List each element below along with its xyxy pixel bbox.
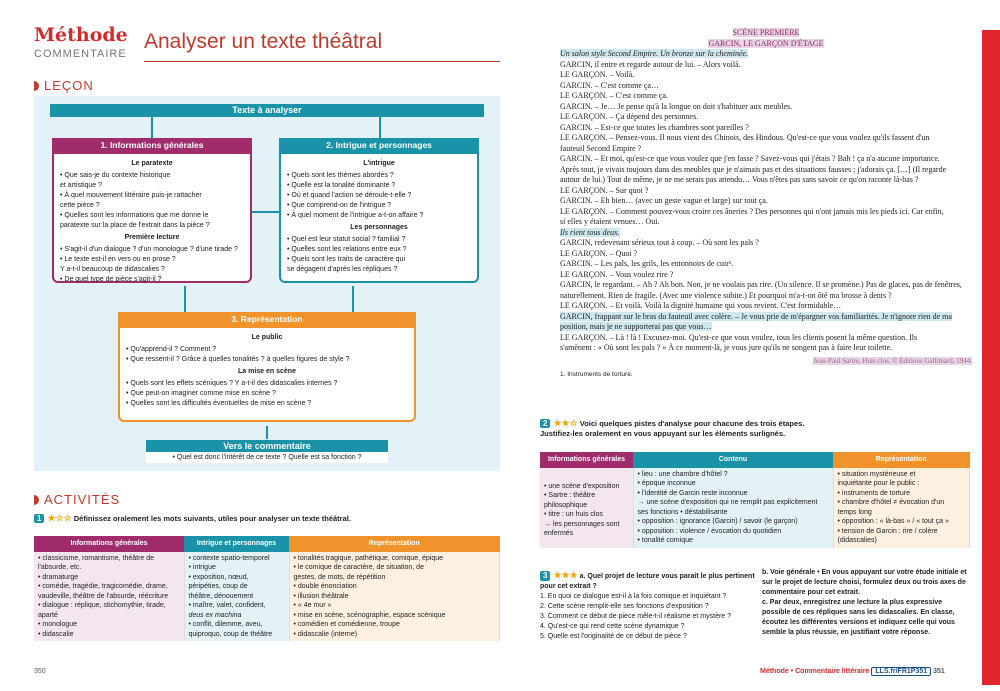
q1-text: Définissez oralement les mots suivants, utiles pour analyser un texte théâtral.	[73, 514, 351, 523]
list-item: • comédien et comédienne, troupe	[293, 621, 400, 628]
list-item: • opposition : ignorance (Garcin) / savoir (le garçon)	[637, 518, 798, 525]
list-item: • tension de Garcin : rire / colère	[837, 527, 938, 535]
list-item: • Quels sont les traits de caractère qui	[287, 256, 406, 263]
table-row	[540, 468, 970, 548]
play-line	[560, 186, 972, 197]
list-item: gestes, de mots, de répétition	[293, 573, 386, 581]
play-line-text: s'amènent : « Où sont les pals ? » À ce moment-là, je vous jure qu'ils ne songent pas à faire leur toilette.	[560, 343, 893, 352]
play-line	[560, 165, 972, 176]
col-contenu	[633, 468, 833, 548]
box1-sub2: Première lecture	[124, 234, 180, 241]
q3-c: c. Par deux, enregistrez une lecture la plus expressive possible de ces répliques sans les didascalies. En classe, écoutez les différentes versions et indiquez celle qui vous semble la plus réussie, en justifiant votre réponse.	[762, 599, 955, 636]
list-item: • double énonciation	[293, 583, 357, 590]
play-source	[560, 356, 972, 367]
box3-sub1: Le public	[251, 334, 283, 341]
play-line	[560, 175, 972, 186]
list-item: • monologue	[38, 621, 78, 628]
list-item: • tonalités tragique, pathétique, comique, épique	[293, 554, 444, 562]
play-line	[560, 144, 972, 155]
play-line	[560, 249, 972, 260]
list-item: • comédie, tragédie, tragicomédie, drame,	[38, 583, 168, 590]
footer-link[interactable]: LLS.fr/FR1P351	[871, 667, 931, 676]
page-number-left: 350	[34, 668, 46, 675]
list-item: • opposition : violence / évocation du quotidien	[637, 527, 782, 535]
list-item: 3. Comment ce début de pièce mêle-t-il réalisme et mystère ?	[540, 613, 732, 620]
play-line	[560, 49, 972, 60]
list-item: théâtre, dénouement	[188, 592, 254, 600]
play-line	[560, 343, 972, 354]
list-item: • lieu : une chambre d'hôtel ?	[637, 470, 728, 478]
list-item: paratexte sur la place de l'extrait dans la pièce ?	[60, 222, 210, 229]
box1-sub1: Le paratexte	[131, 160, 173, 167]
play-line-text: GARCIN. – Est-ce que toutes les chambres sont pareilles ?	[560, 122, 749, 132]
list-item: • À quel moment de l'intrigue a-t-on affaire ?	[287, 212, 424, 219]
table-row	[34, 552, 500, 642]
list-item: • Que comprend-on de l'intrigue ?	[287, 202, 392, 209]
play-line-text: LE GARÇON. – Pensez-vous. Il nous vient des Chinois, des Hindous. Qu'est-ce que vous voulez qu'ils fassent d'un	[560, 133, 930, 142]
play-line-text: GARCIN, il entre et regarde autour de lui. – Alors voilà.	[560, 59, 741, 69]
star-icon: ★☆☆	[47, 513, 72, 523]
list-item: → une scène d'exposition qui ne remplit pas explicitement	[637, 499, 818, 506]
top-bar: Texte à analyser	[50, 104, 484, 117]
list-item: temps long	[837, 508, 872, 516]
list-item: • Sartre : théâtre	[544, 492, 596, 499]
list-item: 5. Quelle est l'originalité de ce début de pièce ?	[540, 633, 687, 640]
play-line-text: GARCIN. – Eh bien… (avec un geste vague et large) sur tout ça.	[560, 196, 768, 205]
list-item: • Qu'apprend-il ? Comment ?	[126, 346, 217, 353]
list-item: • dialogue : réplique, stichomythie, tirade,	[38, 602, 166, 609]
play-line-text: LE GARÇON. – Vous voulez rire ?	[560, 269, 674, 279]
arrow-up-2	[352, 286, 354, 312]
list-item: • Que ressent-il ? Grâce à quelles tonalités ? à quelles figures de style ?	[126, 356, 350, 363]
list-item: • Quelles sont les difficultés éventuelles de mise en scène ?	[126, 400, 312, 407]
play-line-text: LE GARÇON. – Et voilà. Voilà la dignité humaine qui vous revient. C'est formidable…	[560, 301, 842, 310]
play-line-text: naturellement. Rien de fragile. (Avec une violence subite.) Et pourquoi m'a-t-on ôté ma brosse à dents ?	[560, 290, 892, 300]
play-line	[560, 312, 972, 323]
play-line-text: LE GARÇON. – Voilà.	[560, 70, 635, 79]
methode-title: Méthode	[34, 24, 128, 46]
box2-body	[279, 152, 479, 283]
list-item: (didascalies)	[837, 537, 877, 544]
section-bullet-icon	[34, 81, 39, 91]
commentaire-label: COMMENTAIRE	[34, 48, 127, 60]
box2-sub1: L'intrigue	[363, 160, 395, 167]
analysis-table	[540, 452, 970, 548]
box-informations	[52, 138, 252, 283]
th-contenu: Contenu	[633, 452, 833, 468]
vocab-table	[34, 536, 500, 641]
box1-items1	[60, 171, 244, 231]
list-item: • époque inconnue	[637, 480, 696, 487]
list-item: • Quel est leur statut social ? familial ?	[287, 236, 406, 243]
play-line	[560, 322, 972, 333]
scene-title-text: SCÈNE PREMIÈRE	[732, 28, 800, 37]
list-item: • contexte spatio-temporel	[188, 554, 270, 562]
col-informations	[34, 552, 184, 642]
list-item: ses fonctions • déstabilisante	[637, 508, 728, 516]
list-item: • titre : un huis clos	[544, 511, 603, 518]
list-item: aparté	[38, 611, 58, 619]
list-item: • De quel type de pièce s'agit-il ?	[60, 276, 162, 283]
list-item: • classicisme, romantisme, théâtre de	[38, 554, 155, 562]
list-item: cette pièce ?	[60, 202, 100, 209]
th-representation: Représentation	[289, 536, 500, 552]
bottom-text: • Quel est donc l'intérêt de ce texte ? Quelle est sa fonction ?	[146, 452, 388, 463]
list-item: • instruments de torture	[837, 489, 910, 497]
box1-body	[52, 152, 252, 283]
list-item: • didascalie (interne)	[293, 630, 358, 638]
play-line-text: position, mais je ne supporterai pas que vous…	[560, 322, 712, 331]
page-title: Analyser un texte théâtral	[144, 30, 383, 53]
arrow-up-1	[184, 286, 186, 312]
table-header-row	[34, 536, 500, 552]
list-item: • Quels sont les effets scéniques ? Y a-t-il des didascalies internes ?	[126, 380, 338, 387]
play-line	[560, 238, 972, 249]
play-line-text: LE GARÇON. – Là ! là ! Excusez-moi. Qu'est-ce que vous voulez, tous les clients posent la même question. Ils	[560, 332, 918, 342]
list-item: se dégagent d'après les répliques ?	[287, 266, 398, 273]
q3-intro: a. Quel projet de lecture vous paraît le plus pertinent pour cet extrait ?	[540, 573, 755, 590]
list-item: • Quelles sont les relations entre eux ?	[287, 246, 407, 253]
col-representation	[833, 468, 970, 548]
scene-title	[560, 28, 972, 39]
arrow-down-3	[266, 426, 268, 439]
play-line	[560, 91, 972, 102]
play-line-text: GARCIN. – Les pals, les grils, les entonnoirs de cuir¹.	[560, 259, 734, 268]
play-line	[560, 70, 972, 81]
list-item: • une scène d'exposition	[544, 482, 620, 490]
box2-sub2: Les personnages	[350, 224, 408, 231]
arrow-right	[252, 211, 279, 213]
list-item: • À quel mouvement littéraire puis-je rattacher	[60, 192, 202, 199]
play-line	[560, 280, 972, 291]
list-item: quiproquo, coup de théâtre	[188, 630, 273, 638]
play-line-text: Un salon style Second Empire. Un bronze sur la cheminée.	[560, 49, 749, 58]
lecon-heading	[34, 78, 94, 93]
q2-text: Voici quelques pistes d'analyse pour chacune des trois étapes.	[579, 419, 805, 428]
lecon-label: LEÇON	[44, 78, 94, 93]
play-line	[560, 102, 972, 113]
list-item: • mise en scène, scénographie, espace scénique	[293, 611, 446, 619]
list-item: l'absurde, etc.	[38, 564, 82, 571]
box-vers-commentaire	[146, 440, 388, 463]
list-item: • intrigue	[188, 564, 216, 571]
th-informations: Informations générales	[540, 452, 633, 468]
list-item: • S'agit-il d'un dialogue ? d'un monologue ? d'une tirade ?	[60, 246, 238, 253]
play-line-text: GARCIN, frappant sur le bras du fauteuil avec colère. – Je vous prie de m'épargner vos familiarités. Je n'ignore rien de ma	[560, 311, 952, 321]
activites-heading	[34, 492, 120, 507]
list-item: • situation mystérieuse et	[837, 470, 916, 478]
list-item: enfermés	[544, 530, 574, 537]
chapter-tab	[982, 30, 1000, 685]
play-line-text: GARCIN. – Je… Je pense qu'à la longue on doit s'habituer aux meubles.	[560, 101, 793, 111]
play-line-text: LE GARÇON. – Sur quoi ?	[560, 185, 649, 195]
list-item: • « 4e mur »	[293, 602, 332, 609]
list-item: • Où et quand l'action se déroule-t-elle ?	[287, 192, 412, 199]
list-item: • conflit, dilemme, aveu,	[188, 621, 263, 628]
play-line	[560, 291, 972, 302]
box2-title: 2. Intrigue et personnages	[279, 138, 479, 152]
question-1	[34, 513, 351, 524]
box-representation	[118, 312, 416, 422]
col-representation	[289, 552, 500, 642]
question-3	[540, 570, 755, 642]
list-item: 1. En quoi ce dialogue est-il à la fois comique et inquiétant ?	[540, 593, 727, 600]
box3-body	[118, 326, 416, 422]
play-line	[560, 207, 972, 218]
arrow-down-2	[379, 117, 381, 138]
footnote: 1. Instruments de torture.	[560, 371, 633, 378]
play-line-text: Après tout, je vivais toujours dans des meubles que je n'aimais pas et des situations fausses ; j'adorais ça. […] (Il regarde	[560, 164, 947, 174]
list-item: • le comique de caractère, de situation, de	[293, 564, 424, 571]
title-rule	[144, 61, 500, 62]
source-text: Jean-Paul Sartre, Huis clos, © Éditions Gallimard, 1944.	[813, 356, 972, 365]
list-item: • opposition : « là-bas » / « tout ça »	[837, 518, 949, 525]
lecon-diagram	[34, 96, 500, 471]
th-intrigue: Intrigue et personnages	[184, 536, 289, 552]
arrow-down-1	[151, 117, 153, 138]
play-line-text: si elles y étaient venues… Oui.	[560, 217, 660, 226]
box3-sub2: La mise en scène	[238, 368, 296, 375]
play-line-text: GARCIN, le regardant. – Ah ? Ah bon. Non, je ne voulais pas rire. (Un silence. Il se promène.) Pas de glaces, pas de fenêtres,	[560, 280, 962, 289]
question-3-bc	[762, 568, 972, 638]
bottom-bar: Vers le commentaire	[146, 440, 388, 452]
list-item: et artistique ?	[60, 182, 103, 189]
play-line	[560, 81, 972, 92]
play-line	[560, 133, 972, 144]
play-line-text: autour de lui.) Tout de même, je ne me serais pas attendu… Vous n'êtes pas sans savoir ce qu'on raconte là-bas ?	[560, 175, 919, 184]
box1-title: 1. Informations générales	[52, 138, 252, 152]
play-line	[560, 123, 972, 134]
list-item: inquiétante pour le public :	[837, 480, 920, 487]
play-excerpt	[560, 28, 972, 381]
play-line-text: LE GARÇON. – Ça dépend des personnes.	[560, 112, 699, 121]
list-item: • Quelles sont les informations que me donne le	[60, 212, 209, 219]
play-lines	[560, 49, 972, 354]
q2-number: 2	[540, 419, 550, 428]
q3-number: 3	[540, 571, 550, 581]
play-line	[560, 333, 972, 344]
play-line-text: LE GARÇON. – C'est comme ça.	[560, 91, 668, 100]
table-header-row	[540, 452, 970, 468]
play-line	[560, 228, 972, 239]
page-number-right: 351	[933, 668, 945, 675]
list-item: • Que sais-je du contexte historique	[60, 172, 171, 179]
box3-title: 3. Représentation	[118, 312, 416, 326]
list-item: • chambre d'hôtel ≠ évocation d'un	[837, 499, 945, 506]
play-line-text: GARCIN. – Et moi, qu'est-ce que vous voulez que j'en fasse ? Savez-vous qui j'étais ? Bah ! ça n'a aucune importance.	[560, 154, 940, 163]
footer-label-text: Méthode • Commentaire littéraire	[760, 668, 870, 675]
list-item: • illusion théâtrale	[293, 592, 349, 600]
list-item: 2. Cette scène remplit-elle ses fonctions d'exposition ?	[540, 603, 709, 610]
list-item: • maître, valet, confident,	[188, 602, 266, 609]
col-intrigue	[184, 552, 289, 642]
list-item: • Quelle est la tonalité dominante ?	[287, 182, 396, 189]
list-item: • Que peut-on imaginer comme mise en scène ?	[126, 390, 276, 397]
star-icon: ★★☆	[553, 418, 578, 428]
q3-b: b. Voie générale • En vous appuyant sur votre étude initiale et sur le projet de lecture choisi, formulez deux ou trois axes de commentaire pour cet extrait.	[762, 569, 967, 596]
play-line	[560, 270, 972, 281]
q1-number: 1	[34, 514, 44, 523]
characters	[560, 39, 972, 50]
play-line-text: fauteuil Second Empire ?	[560, 143, 642, 153]
list-item: • dramaturge	[38, 573, 79, 581]
list-item: vaudeville, théâtre de l'absurde, réécriture	[38, 592, 169, 600]
characters-text: GARCIN, LE GARÇON D'ÉTAGE	[708, 38, 824, 48]
list-item: deus ex machina	[188, 611, 242, 619]
th-informations: Informations générales	[34, 536, 184, 552]
play-line	[560, 301, 972, 312]
question-2	[540, 418, 970, 438]
footer-label	[760, 668, 945, 675]
q2-text2: Justifiez-les oralement en vous appuyant sur les éléments surlignés.	[540, 429, 786, 438]
play-line	[560, 60, 972, 71]
play-line-text: LE GARÇON. – Quoi ?	[560, 248, 638, 258]
play-line-text: GARCIN. – C'est comme ça…	[560, 80, 659, 90]
list-item: • l'identité de Garcin reste inconnue	[637, 489, 748, 497]
list-item: • didascalie	[38, 630, 74, 638]
play-line	[560, 196, 972, 207]
list-item: péripéties, coup de	[188, 583, 248, 590]
play-line	[560, 259, 972, 270]
play-line	[560, 112, 972, 123]
list-item: • Quels sont les thèmes abordés ?	[287, 172, 394, 179]
col-informations	[540, 468, 633, 548]
list-item: philosophique	[544, 501, 588, 509]
star-icon: ★★★	[553, 570, 578, 580]
play-line-text: Ils rient tous deux.	[560, 227, 620, 237]
list-item: • exposition, nœud,	[188, 573, 249, 581]
list-item: → les personnages sont	[544, 520, 620, 528]
list-item: • Le texte est-il en vers ou en prose ?	[60, 256, 176, 263]
list-item: • tonalité comique	[637, 537, 693, 544]
play-line-text: LE GARÇON. – Comment pouvez-vous croire ces âneries ? Des personnes qui n'ont jamais mis les pieds ici. Car enfin,	[560, 206, 944, 216]
play-line	[560, 154, 972, 165]
box-intrigue	[279, 138, 479, 283]
play-line-text: GARCIN, redevenant sérieux tout à coup. – Où sont les pals ?	[560, 238, 759, 247]
section-bullet-icon	[34, 495, 39, 505]
play-line	[560, 217, 972, 228]
list-item: 4. Qu'est-ce qui rend cette scène dynamique ?	[540, 623, 685, 630]
th-representation: Représentation	[833, 452, 970, 468]
list-item: Y a-t-il beaucoup de didascalies ?	[60, 266, 165, 273]
activites-label: ACTIVITÉS	[44, 492, 121, 507]
